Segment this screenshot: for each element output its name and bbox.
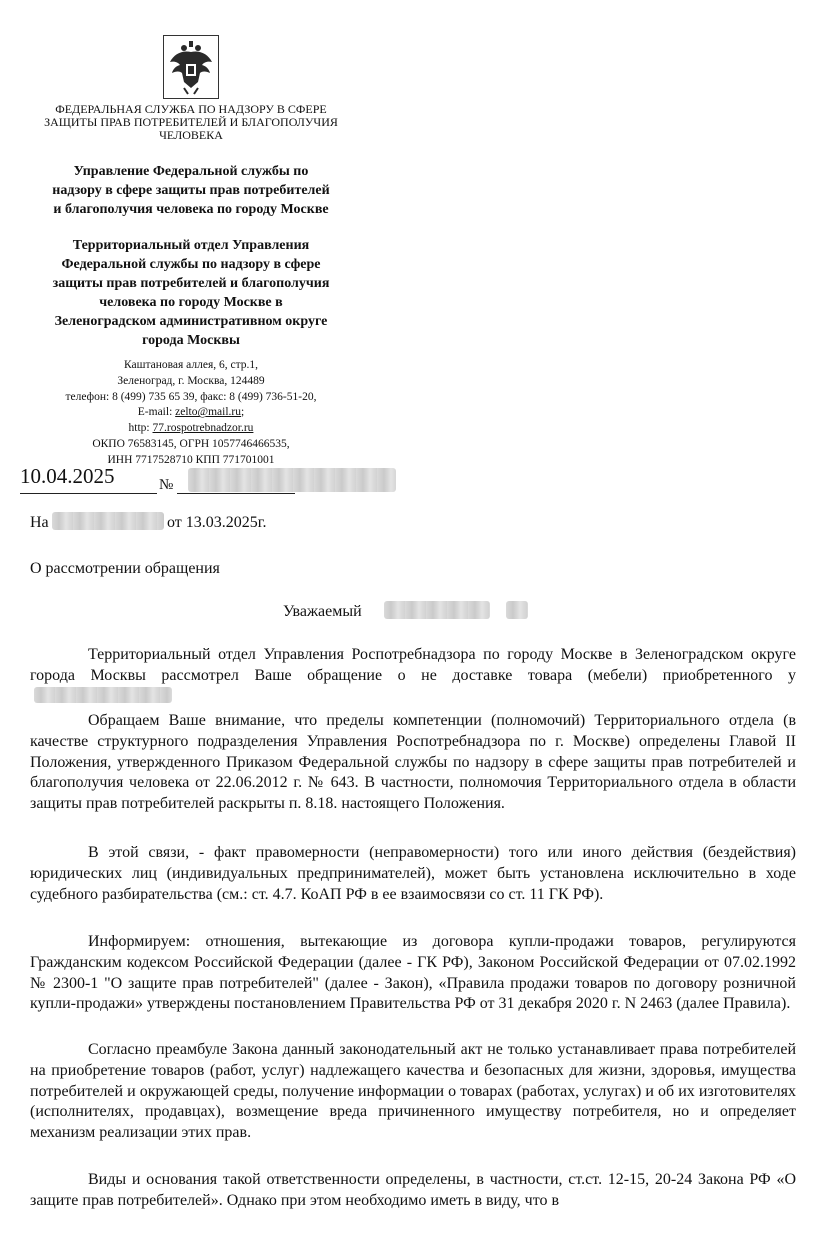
paragraph-4: Информируем: отношения, вытекающие из договора купли-продажи товаров, регулируются Гражданским кодексом Российской Федерации (далее - ГК РФ), Законом Российской Федерации от 07.02.1992 № 2300-1 "О защите прав потребителей" (далее - Закон), «Правила продажи товаров по договору розничной купли-продажи» утверждены постановлением Правительства РФ от 31 декабря 2020 г. N 2463 (далее Правила). xyxy=(30,933,796,1013)
agency-name xyxy=(20,103,362,142)
email-line xyxy=(20,405,362,421)
address-line: Зеленоград, г. Москва, 124489 xyxy=(117,374,265,387)
territorial-line: Территориальный отдел Управления xyxy=(72,238,310,253)
territorial-line: Зеленоградском административном округе xyxy=(54,314,328,329)
territorial-line: города Москвы xyxy=(142,333,240,348)
phone-line: телефон: 8 (499) 735 65 39, факс: 8 (499) 736-51-20, xyxy=(65,390,317,403)
address-line: Каштановая аллея, 6, стр.1, xyxy=(123,359,259,371)
registration-number-sign: № xyxy=(159,477,174,493)
greeting: Уважаемый xyxy=(283,603,362,620)
website-label: http: xyxy=(128,422,153,435)
department-line: и благополучия человека по городу Москве xyxy=(53,202,329,217)
registration-date-underline xyxy=(20,493,157,494)
department-name xyxy=(20,162,362,219)
redacted-registration-number xyxy=(188,468,396,492)
redacted-recipient-name xyxy=(384,601,490,619)
department-line: Управление Федеральной службы по xyxy=(73,164,309,179)
redacted-recipient-initials xyxy=(506,601,528,619)
redacted-reference-number xyxy=(52,512,164,530)
registration-number-underline xyxy=(177,493,295,494)
email-label: E-mail: xyxy=(137,406,176,419)
reply-prefix: На xyxy=(30,514,49,531)
agency-line: ФЕДЕРАЛЬНАЯ СЛУЖБА ПО НАДЗОРУ В СФЕРЕ xyxy=(55,102,327,116)
redacted-seller-name xyxy=(34,687,172,703)
paragraph-1 xyxy=(30,645,796,707)
okpo-line: ОКПО 76583145, ОГРН 1057746466535, xyxy=(92,437,290,450)
registration-date: 10.04.2025 xyxy=(20,464,115,488)
paragraph-5: Согласно преамбуле Закона данный законодательный акт не только устанавливает права потребителей на приобретение товаров (работ, услуг) надлежащего качества и безопасных для жизни, здоровья, имущества потребителей и окружающей среды, получение информации о товарах (работах, услугах) и об их изготовителях (исполнителях, продавцах), возмещение вреда причиненного имуществу потребителя, но и определяет механизм реализации этих прав. xyxy=(30,1041,796,1142)
subject-line: О рассмотрении обращения xyxy=(30,560,220,577)
territorial-line: человека по городу Москве в xyxy=(99,295,283,310)
department-line: надзору в сфере защиты прав потребителей xyxy=(52,183,330,198)
website-line xyxy=(20,421,362,437)
website-link[interactable]: 77.rospotrebnadzor.ru xyxy=(152,422,254,435)
contact-block xyxy=(20,358,362,469)
coat-of-arms-icon xyxy=(163,35,219,99)
agency-line: ЗАЩИТЫ ПРАВ ПОТРЕБИТЕЛЕЙ И БЛАГОПОЛУЧИЯ xyxy=(44,115,338,129)
agency-line: ЧЕЛОВЕКА xyxy=(159,128,223,142)
page-bottom-fade xyxy=(0,1232,826,1254)
paragraph-6: Виды и основания такой ответственности определены, в частности, ст.ст. 12-15, 20-24 Закона РФ «О защите прав потребителей». Однако при этом необходимо иметь в виду, что в xyxy=(30,1171,796,1209)
territorial-line: Федеральной службы по надзору в сфере xyxy=(61,257,321,272)
email-link[interactable]: zelto@mail.ru xyxy=(175,406,241,419)
paragraph-3: В этой связи, - факт правомерности (неправомерности) того или иного действия (бездействия) юридических лиц (индивидуальных предпринимателей), может быть установлена исключительно в ходе судебного разбирательства (см.: ст. 4.7. КоАП РФ в ее взаимосвязи со ст. 11 ГК РФ). xyxy=(30,844,796,903)
territorial-department-name xyxy=(20,236,362,350)
territorial-line: защиты прав потребителей и благополучия xyxy=(52,276,330,291)
paragraph-2: Обращаем Ваше внимание, что пределы компетенции (полномочий) Территориального отдела (в качестве структурного подразделения Управления Роспотребнадзора по г. Москве) определены Главой II Положения, утвержденного Приказом Федеральной службы по надзору в сфере защиты прав потребителей и благополучия человека от 22.06.2012 г. № 643. В частности, полномочия Территориального отдела в области защиты прав потребителей раскрыты п. 8.18. настоящего Положения. xyxy=(30,712,796,813)
paragraph-1-text: Территориальный отдел Управления Роспотребнадзора по городу Москве в Зеленоградском округе города Москвы рассмотрел Ваше обращение о не доставке товара (мебели) приобретенного у xyxy=(30,646,796,684)
email-suffix: ; xyxy=(241,406,245,419)
reply-suffix: от 13.03.2025г. xyxy=(167,514,267,531)
inn-line: ИНН 7717528710 КПП 771701001 xyxy=(107,453,275,466)
